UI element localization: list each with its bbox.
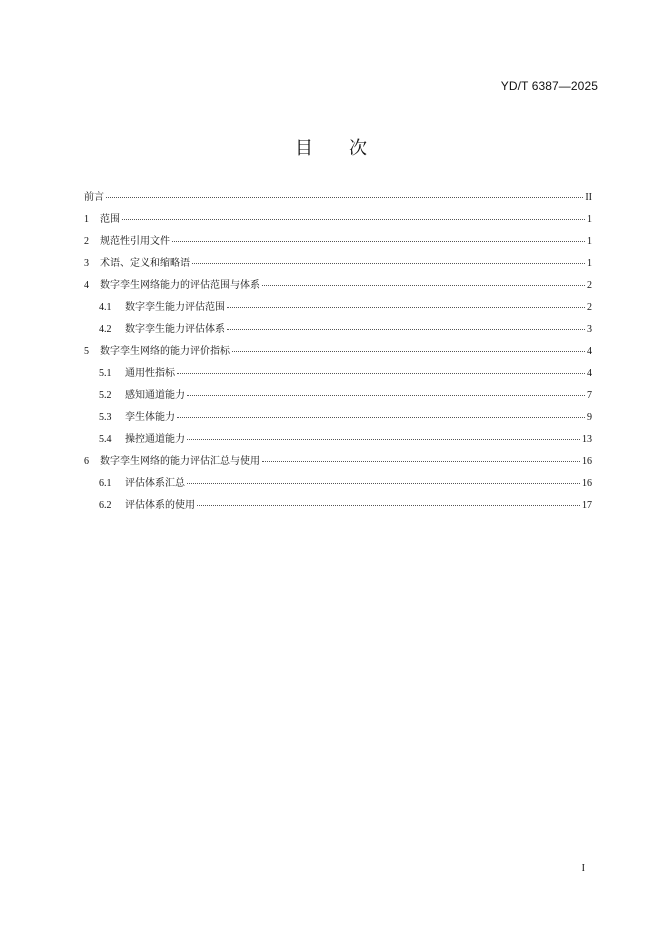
toc-entry[interactable] [84, 342, 592, 364]
toc-entry-number: 5.2 [99, 390, 112, 401]
toc-entry-number: 6.1 [99, 478, 112, 489]
page-number: I [581, 863, 585, 874]
toc-entry[interactable] [84, 276, 592, 298]
dot-leader [232, 351, 585, 352]
toc-entry[interactable] [84, 232, 592, 254]
toc-entry-label: 范围 [100, 214, 120, 225]
toc-entry-page: 4 [587, 368, 592, 379]
toc-entry-page: 2 [587, 302, 592, 313]
dot-leader [172, 241, 585, 242]
toc-entry-label: 前言 [84, 192, 104, 203]
toc-entry-number: 6.2 [99, 500, 112, 511]
dot-leader [122, 219, 585, 220]
toc-entry-label: 感知通道能力 [125, 390, 185, 401]
toc-entry-label: 规范性引用文件 [100, 236, 170, 247]
toc-entry-number: 6 [84, 456, 89, 467]
toc-entry-label: 操控通道能力 [125, 434, 185, 445]
toc-entry-label: 数字孪生能力评估范围 [125, 302, 225, 313]
toc-entry[interactable] [84, 298, 592, 320]
toc-entry-page: 1 [587, 236, 592, 247]
toc-entry[interactable] [84, 408, 592, 430]
toc-entry[interactable] [84, 386, 592, 408]
toc-entry-label: 数字孪生能力评估体系 [125, 324, 225, 335]
dot-leader [187, 395, 585, 396]
toc-entry-label: 数字孪生网络的能力评估汇总与使用 [100, 456, 260, 467]
dot-leader [106, 197, 583, 198]
toc-entry-page: 1 [587, 214, 592, 225]
document-code: YD/T 6387—2025 [500, 79, 598, 93]
toc-entry-number: 5.1 [99, 368, 112, 379]
toc-entry-page: 9 [587, 412, 592, 423]
dot-leader [262, 461, 580, 462]
dot-leader [177, 417, 585, 418]
toc-entry-label: 评估体系汇总 [125, 478, 185, 489]
toc-entry[interactable] [84, 474, 592, 496]
toc-entry[interactable] [84, 320, 592, 342]
toc-entry-number: 5 [84, 346, 89, 357]
toc-entry-number: 1 [84, 214, 89, 225]
toc-entry-number: 2 [84, 236, 89, 247]
dot-leader [187, 439, 580, 440]
toc-entry-number: 3 [84, 258, 89, 269]
dot-leader [227, 307, 585, 308]
title-char-2: 次 [349, 138, 367, 159]
toc-entry[interactable] [84, 430, 592, 452]
dot-leader [197, 505, 580, 506]
toc-entry-page: 7 [587, 390, 592, 401]
toc-entry-label: 通用性指标 [125, 368, 175, 379]
toc-entry[interactable] [84, 254, 592, 276]
toc-entry[interactable] [84, 364, 592, 386]
toc-entry-number: 4.2 [99, 324, 112, 335]
toc-entry-label: 术语、定义和缩略语 [100, 258, 190, 269]
toc-entry-page: 13 [582, 434, 592, 445]
toc-entry-page: 16 [582, 478, 592, 489]
toc-entry-page: II [585, 192, 592, 203]
toc-entry-label: 孪生体能力 [125, 412, 175, 423]
toc-entry-label: 数字孪生网络的能力评价指标 [100, 346, 230, 357]
dot-leader [177, 373, 585, 374]
title-char-1: 目 [295, 138, 313, 159]
page-title [0, 134, 662, 160]
toc-entry[interactable] [84, 210, 592, 232]
dot-leader [227, 329, 585, 330]
toc-entry-number: 5.4 [99, 434, 112, 445]
dot-leader [187, 483, 580, 484]
toc-entry-page: 16 [582, 456, 592, 467]
dot-leader [262, 285, 585, 286]
toc-entry-label: 评估体系的使用 [125, 500, 195, 511]
toc-entry-page: 4 [587, 346, 592, 357]
toc-entry-page: 3 [587, 324, 592, 335]
toc-entry[interactable] [84, 452, 592, 474]
toc-entry[interactable] [84, 188, 592, 210]
toc-entry-number: 5.3 [99, 412, 112, 423]
table-of-contents [84, 188, 592, 518]
toc-entry-page: 2 [587, 280, 592, 291]
dot-leader [192, 263, 585, 264]
toc-entry-number: 4.1 [99, 302, 112, 313]
toc-entry-label: 数字孪生网络能力的评估范围与体系 [100, 280, 260, 291]
toc-entry-number: 4 [84, 280, 89, 291]
toc-entry-page: 1 [587, 258, 592, 269]
toc-entry[interactable] [84, 496, 592, 518]
toc-entry-page: 17 [582, 500, 592, 511]
